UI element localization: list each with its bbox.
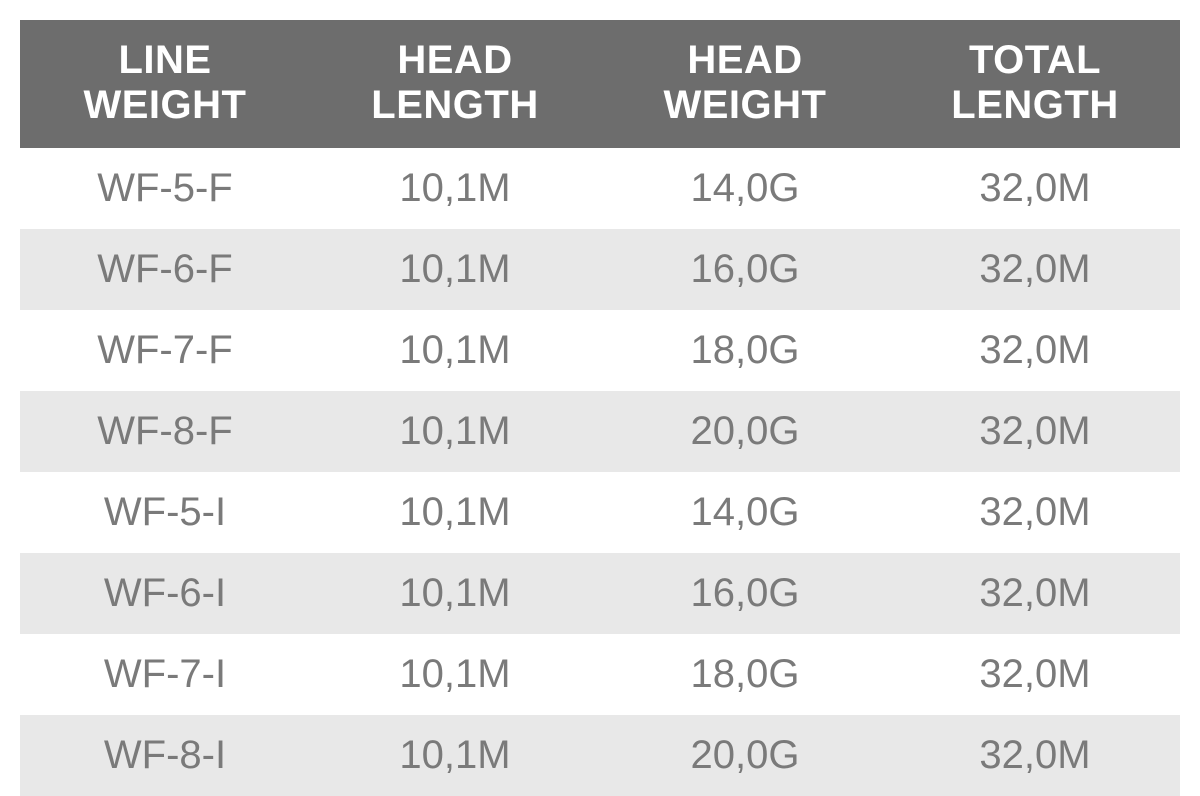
cell-head-weight: 20,0G: [600, 715, 890, 796]
cell-head-length: 10,1M: [310, 553, 600, 634]
column-header-line-weight-line1: LINE: [118, 38, 212, 82]
column-header-total-length-line1: TOTAL: [968, 38, 1102, 82]
cell-head-length: 10,1M: [310, 472, 600, 553]
column-header-total-length-line2: LENGTH: [951, 82, 1119, 127]
cell-line-weight: WF-5-F: [20, 148, 310, 229]
table-row: [20, 148, 1180, 229]
cell-line-weight: WF-6-F: [20, 229, 310, 310]
cell-head-weight: 18,0G: [600, 310, 890, 391]
column-header-head-weight-line2: WEIGHT: [663, 82, 827, 127]
table-row: [20, 391, 1180, 472]
cell-head-length: 10,1M: [310, 148, 600, 229]
column-header-head-length: [310, 20, 600, 148]
cell-head-weight: 14,0G: [600, 472, 890, 553]
column-header-head-length-line1: HEAD: [397, 38, 513, 82]
cell-line-weight: WF-8-I: [20, 715, 310, 796]
table-row: [20, 229, 1180, 310]
cell-head-length: 10,1M: [310, 715, 600, 796]
table-row: [20, 472, 1180, 553]
cell-line-weight: WF-5-I: [20, 472, 310, 553]
cell-total-length: 32,0M: [890, 391, 1180, 472]
table-body: [20, 148, 1180, 796]
cell-head-length: 10,1M: [310, 229, 600, 310]
cell-total-length: 32,0M: [890, 229, 1180, 310]
cell-line-weight: WF-8-F: [20, 391, 310, 472]
cell-head-length: 10,1M: [310, 391, 600, 472]
cell-head-weight: 16,0G: [600, 553, 890, 634]
column-header-line-weight: [20, 20, 310, 148]
cell-head-weight: 14,0G: [600, 148, 890, 229]
cell-line-weight: WF-7-I: [20, 634, 310, 715]
cell-total-length: 32,0M: [890, 310, 1180, 391]
column-header-head-weight: [600, 20, 890, 148]
line-specifications-table: [20, 20, 1180, 796]
cell-head-weight: 20,0G: [600, 391, 890, 472]
cell-total-length: 32,0M: [890, 715, 1180, 796]
cell-head-length: 10,1M: [310, 634, 600, 715]
cell-head-weight: 18,0G: [600, 634, 890, 715]
table-header: [20, 20, 1180, 148]
cell-line-weight: WF-6-I: [20, 553, 310, 634]
cell-total-length: 32,0M: [890, 634, 1180, 715]
table-row: [20, 715, 1180, 796]
column-header-head-weight-line1: HEAD: [687, 38, 803, 82]
cell-head-length: 10,1M: [310, 310, 600, 391]
column-header-total-length: [890, 20, 1180, 148]
table-header-row: [20, 20, 1180, 148]
table-row: [20, 634, 1180, 715]
cell-total-length: 32,0M: [890, 553, 1180, 634]
cell-total-length: 32,0M: [890, 472, 1180, 553]
cell-line-weight: WF-7-F: [20, 310, 310, 391]
table-row: [20, 553, 1180, 634]
column-header-head-length-line2: LENGTH: [371, 82, 539, 127]
column-header-line-weight-line2: WEIGHT: [83, 82, 247, 127]
cell-total-length: 32,0M: [890, 148, 1180, 229]
table-row: [20, 310, 1180, 391]
cell-head-weight: 16,0G: [600, 229, 890, 310]
